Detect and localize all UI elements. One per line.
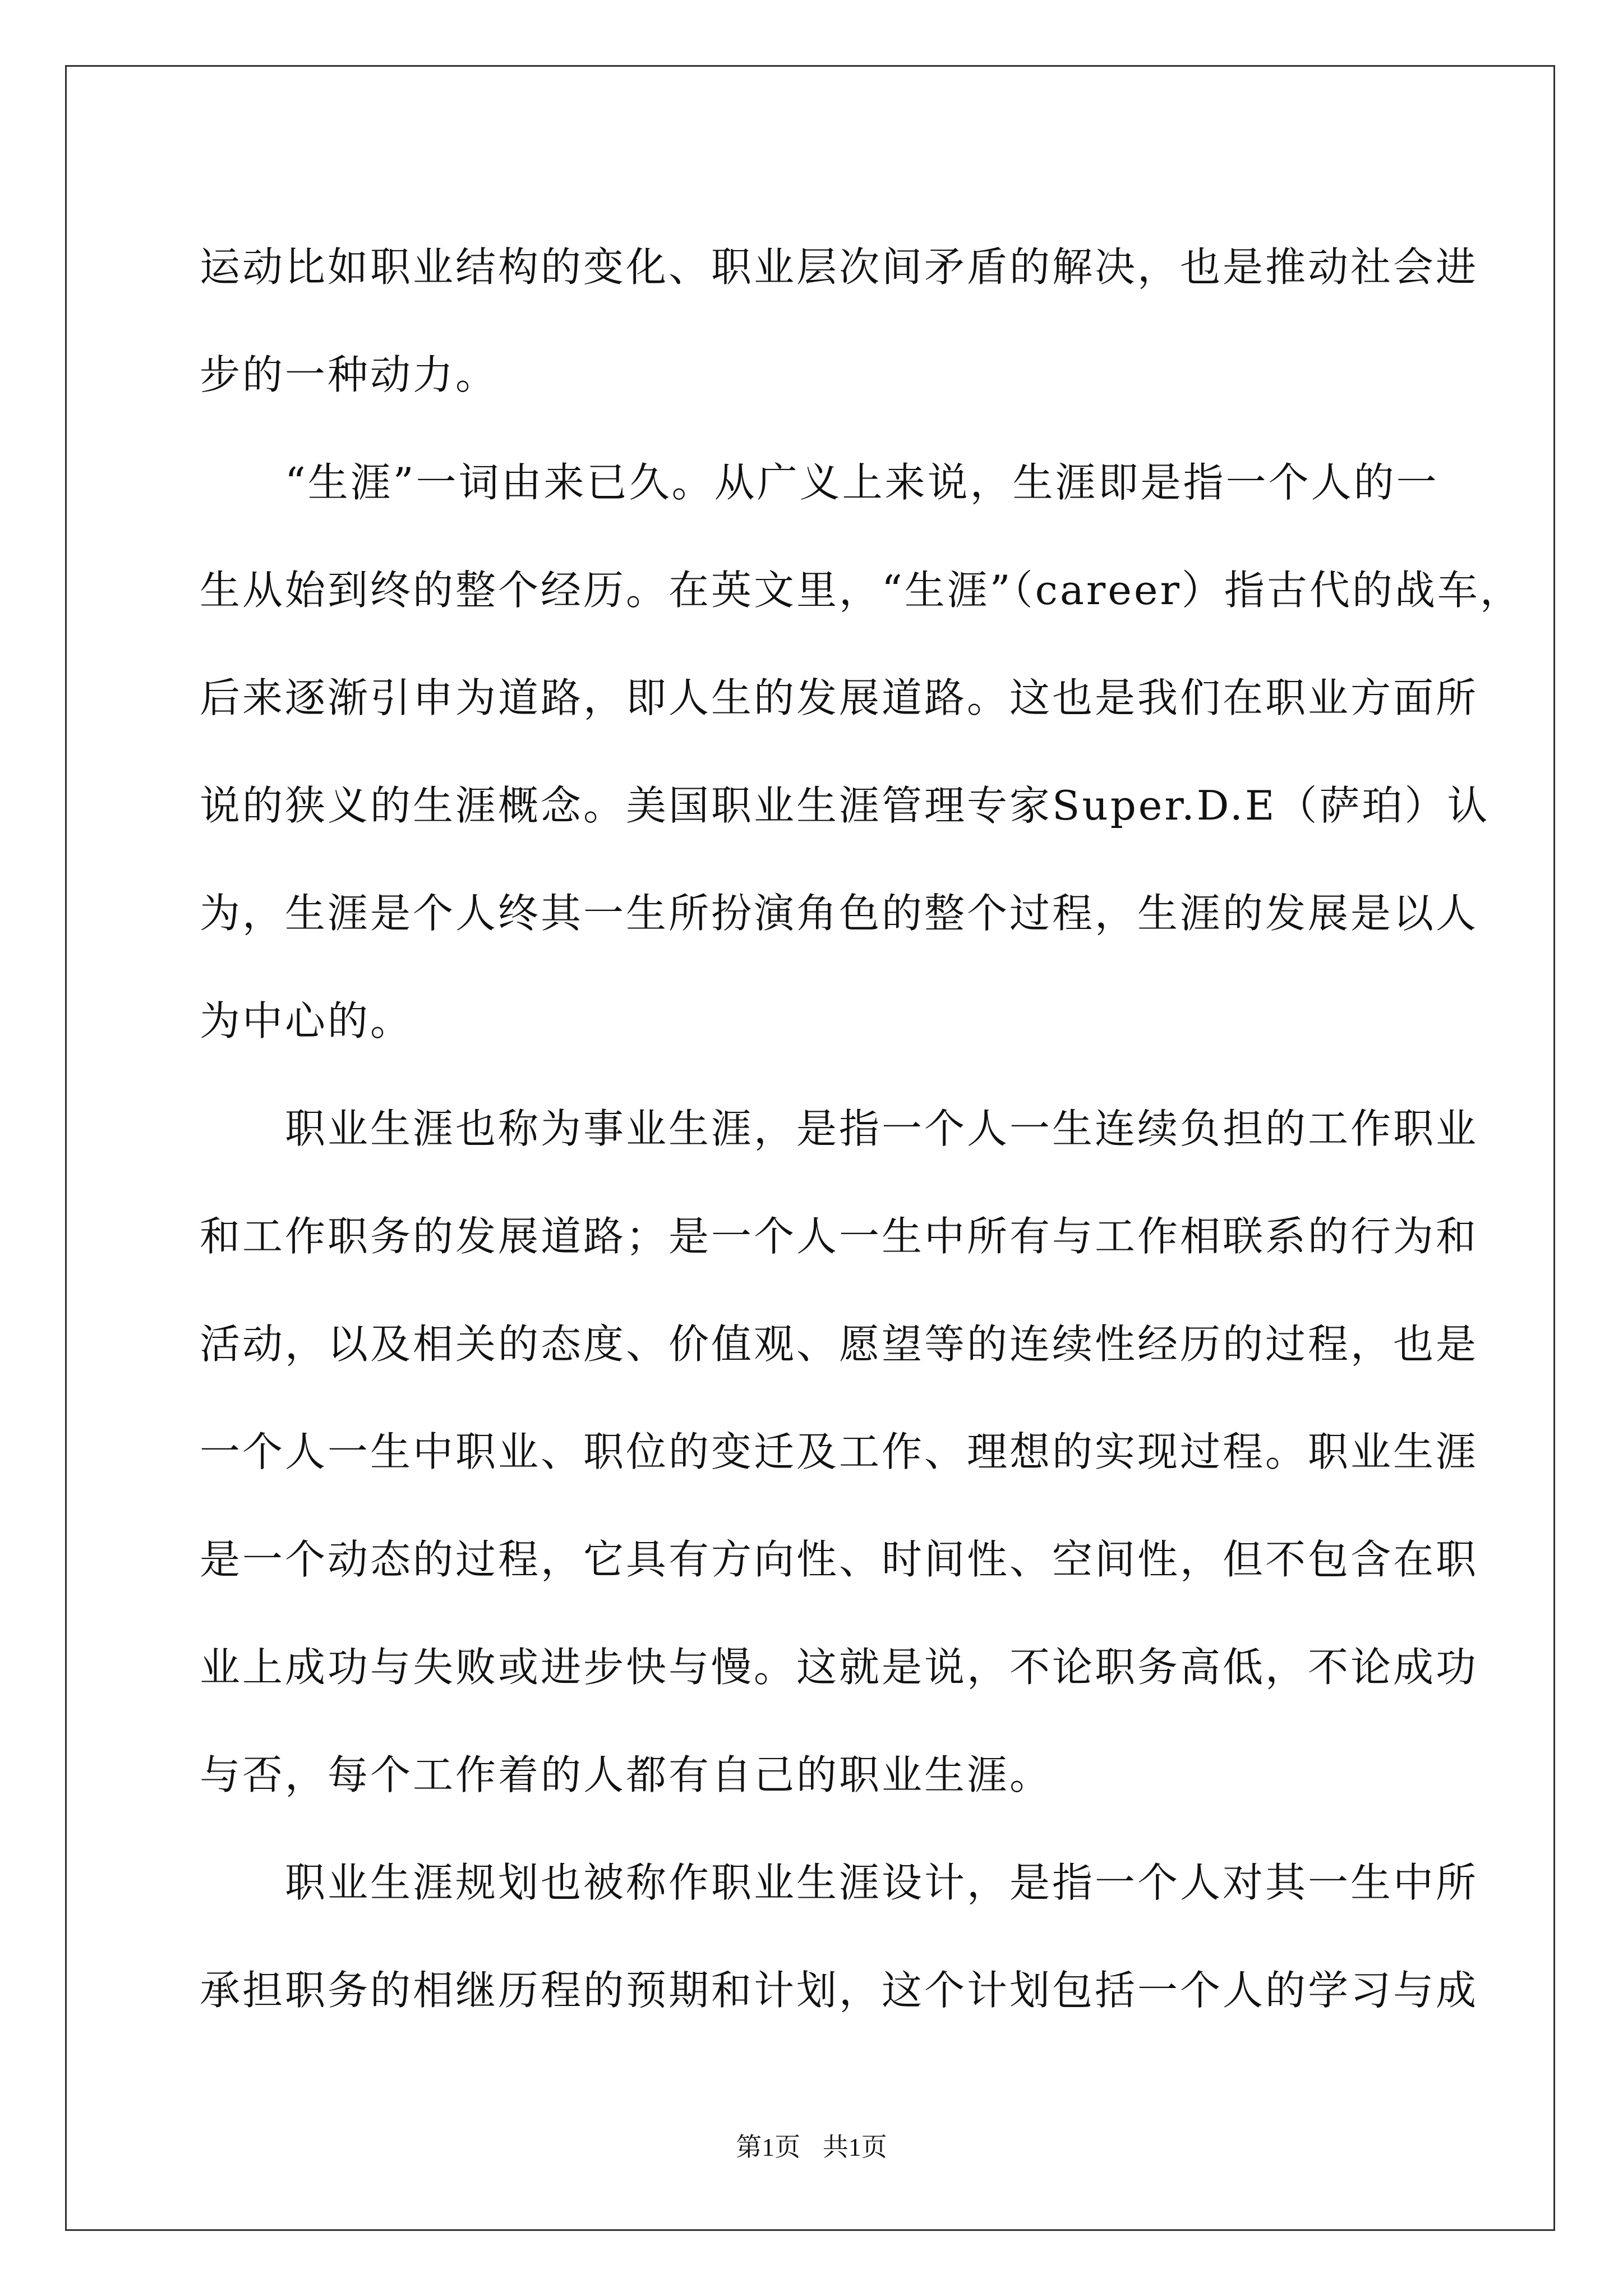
page-total: 共1页 xyxy=(822,2133,887,2161)
text-line: 是一个动态的过程，它具有方向性、时间性、空间性，但不包含在职 xyxy=(200,1536,1479,1583)
text-line: 说的狭义的生涯概念。美国职业生涯管理专家Super.D.E（萨珀）认 xyxy=(200,782,1490,829)
text-line: 职业生涯也称为事业生涯，是指一个人一生连续负担的工作职业 xyxy=(200,1105,1479,1152)
page-number: 第1页 xyxy=(736,2133,801,2161)
text-line: 生从始到终的整个经历。在英文里，“生涯”（career）指古代的战车， xyxy=(200,567,1523,614)
text-line: 职业生涯规划也被称作职业生涯设计，是指一个人对其一生中所 xyxy=(200,1859,1479,1906)
page-footer xyxy=(0,2131,1623,2164)
text-line: 运动比如职业结构的变化、职业层次间矛盾的解决，也是推动社会进 xyxy=(200,243,1479,291)
document-body xyxy=(200,213,1523,2044)
text-line: 步的一种动力。 xyxy=(200,351,499,398)
text-line: 一个人一生中职业、职位的变迁及工作、理想的实现过程。职业生涯 xyxy=(200,1428,1479,1475)
text-line: 承担职务的相继历程的预期和计划，这个计划包括一个人的学习与成 xyxy=(200,1967,1479,2014)
text-line: 业上成功与失败或进步快与慢。这就是说，不论职务高低，不论成功 xyxy=(200,1644,1479,1691)
text-line: 为中心的。 xyxy=(200,997,413,1045)
text-line: 为，生涯是个人终其一生所扮演角色的整个过程，生涯的发展是以人 xyxy=(200,890,1479,937)
text-line: 后来逐渐引申为道路，即人生的发展道路。这也是我们在职业方面所 xyxy=(200,674,1479,721)
text-line: 与否，每个工作着的人都有自己的职业生涯。 xyxy=(200,1751,1053,1798)
text-line: 和工作职务的发展道路；是一个人一生中所有与工作相联系的行为和 xyxy=(200,1213,1479,1260)
text-line: 活动，以及相关的态度、价值观、愿望等的连续性经历的过程，也是 xyxy=(200,1320,1479,1368)
text-line: “生涯”一词由来已久。从广义上来说，生涯即是指一个人的一 xyxy=(200,459,1439,506)
